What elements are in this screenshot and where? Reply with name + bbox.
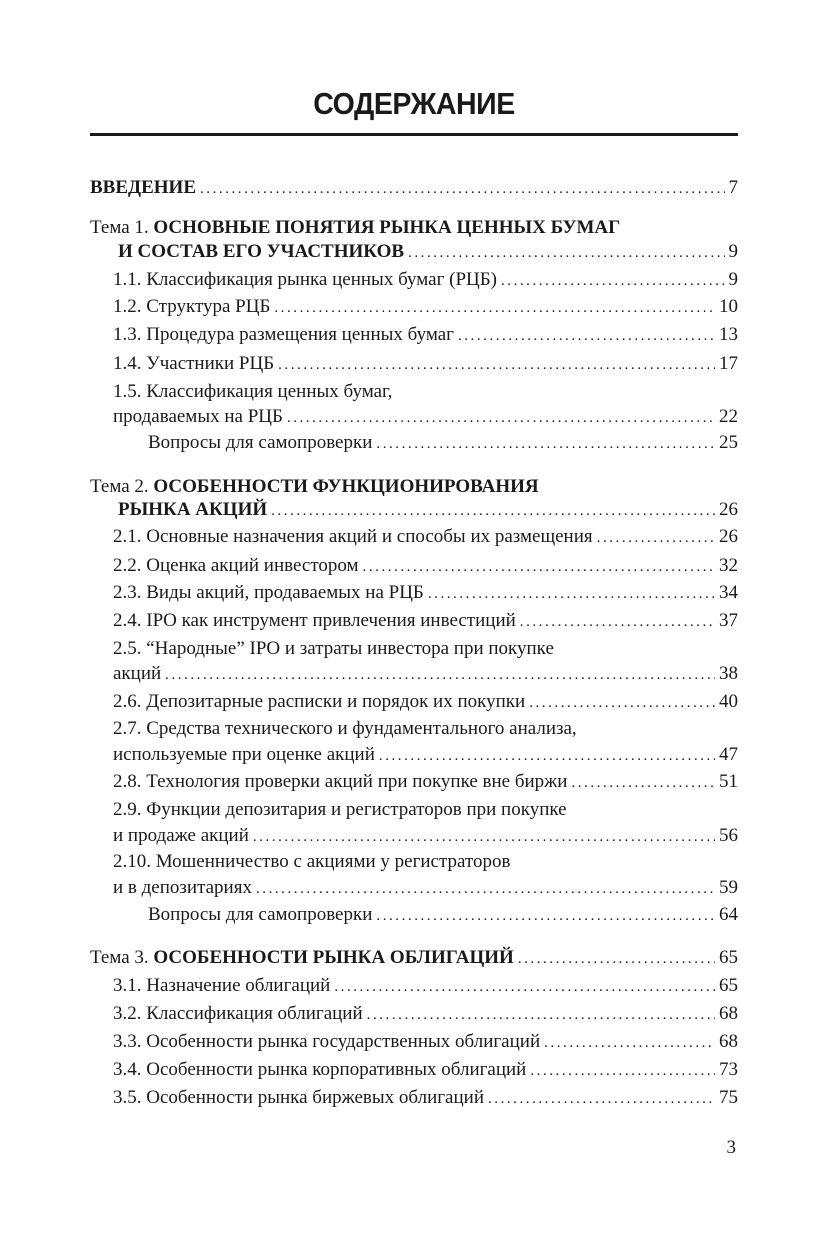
- page-title: СОДЕРЖАНИЕ: [313, 86, 515, 121]
- toc-entry-title: И СОСТАВ ЕГО УЧАСТНИКОВ: [118, 241, 405, 262]
- toc-entry-title: 1.1. Классификация рынка ценных бумаг (РЦБ): [113, 269, 497, 290]
- toc-entry: [113, 717, 577, 741]
- toc-page-number: 17: [719, 353, 738, 374]
- dot-leader: [376, 432, 715, 456]
- toc-entry: [113, 581, 738, 605]
- toc-entry-title: 2.9. Функции депозитария и регистраторов при покупке: [113, 799, 567, 820]
- dot-leader: [253, 825, 715, 849]
- toc-entry: [148, 903, 738, 927]
- toc-page-number: 75: [719, 1087, 738, 1108]
- toc-page-number: 68: [719, 1031, 738, 1052]
- toc-entry-title: ОСОБЕННОСТИ РЫНКА ОБЛИГАЦИЙ: [153, 947, 514, 968]
- toc-entry-title: 2.3. Виды акций, продаваемых на РЦБ: [113, 582, 424, 603]
- toc-entry-title: акций: [113, 663, 162, 684]
- toc-entry-title: 1.4. Участники РЦБ: [113, 353, 275, 374]
- toc-entry-title: 1.2. Структура РЦБ: [113, 296, 271, 317]
- dot-leader: [376, 904, 715, 928]
- toc-page-number: 26: [719, 526, 738, 547]
- toc-entry-title: Вопросы для самопроверки: [148, 904, 373, 925]
- topic-prefix: Тема 1.: [90, 217, 154, 238]
- toc-page-number: 38: [719, 663, 738, 684]
- toc-entry: [113, 295, 738, 319]
- toc-page-number: 7: [728, 177, 738, 198]
- dot-leader: [200, 177, 725, 201]
- dot-leader: [334, 975, 715, 999]
- toc-entry: [113, 352, 738, 376]
- toc-entry: [118, 240, 738, 264]
- toc-entry-title: 2.10. Мошенничество с акциями у регистраторов: [113, 851, 511, 872]
- toc-page-number: 40: [719, 691, 738, 712]
- toc-page-number: 37: [719, 610, 738, 631]
- toc-entry: [113, 876, 738, 900]
- toc-entry: [113, 405, 738, 429]
- toc-page-number: 9: [728, 269, 738, 290]
- toc-entry: [90, 216, 620, 240]
- dot-leader: [520, 610, 715, 634]
- dot-leader: [367, 1003, 715, 1027]
- title-rule: [90, 133, 738, 136]
- toc-entry-title: ОСНОВНЫЕ ПОНЯТИЯ РЫНКА ЦЕННЫХ БУМАГ: [153, 217, 621, 238]
- toc-entry: [113, 770, 738, 794]
- dot-leader: [379, 744, 715, 768]
- toc-entry: [113, 743, 738, 767]
- toc-page-number: 73: [719, 1059, 738, 1080]
- toc-entry: [113, 637, 554, 661]
- toc-entry-title: Вопросы для самопроверки: [148, 432, 373, 453]
- toc-entry: [90, 176, 738, 200]
- toc-entry-title: 3.5. Особенности рынка биржевых облигаций: [113, 1087, 484, 1108]
- toc-entry: [113, 609, 738, 633]
- toc-entry-title: 3.2. Классификация облигаций: [113, 1003, 363, 1024]
- toc-entry-title: 1.3. Процедура размещения ценных бумаг: [113, 324, 454, 345]
- toc-entry-title: РЫНКА АКЦИЙ: [118, 499, 268, 520]
- toc-page-number: 13: [719, 324, 738, 345]
- toc-entry: [113, 1058, 738, 1082]
- dot-leader: [530, 1059, 715, 1083]
- dot-leader: [256, 877, 715, 901]
- toc-page-number: 9: [728, 241, 738, 262]
- dot-leader: [278, 353, 715, 377]
- dot-leader: [274, 296, 715, 320]
- toc-page-number: 64: [719, 904, 738, 925]
- toc-entry-title: ВВЕДЕНИЕ: [90, 177, 196, 198]
- toc-entry: [113, 554, 738, 578]
- toc-page-number: 59: [719, 877, 738, 898]
- toc-entry-title: 2.1. Основные назначения акций и способы их размещения: [113, 526, 593, 547]
- toc-entry: [113, 974, 738, 998]
- dot-leader: [165, 663, 715, 687]
- toc-page-number: 47: [719, 744, 738, 765]
- toc-entry: [113, 1086, 738, 1110]
- dot-leader: [408, 241, 724, 265]
- toc-page-number: 51: [719, 771, 738, 792]
- toc-page-number: 65: [719, 947, 738, 968]
- toc-entry: [113, 824, 738, 848]
- toc-page-number: 32: [719, 555, 738, 576]
- toc-page-number: 10: [719, 296, 738, 317]
- toc-entry-title: и в депозитариях: [113, 877, 252, 898]
- toc-page-number: 25: [719, 432, 738, 453]
- toc-page-number: 22: [719, 406, 738, 427]
- toc-page-number: 34: [719, 582, 738, 603]
- toc-entry: [148, 431, 738, 455]
- dot-leader: [363, 555, 715, 579]
- dot-leader: [571, 771, 715, 795]
- toc-entry: [113, 662, 738, 686]
- dot-leader: [458, 324, 715, 348]
- toc-entry-title: ОСОБЕННОСТИ ФУНКЦИОНИРОВАНИЯ: [153, 476, 539, 497]
- toc-entry: [113, 323, 738, 347]
- toc-entry: [113, 690, 738, 714]
- toc-entry-title: 2.5. “Народные” IPO и затраты инвестора при покупке: [113, 638, 554, 659]
- dot-leader: [488, 1087, 715, 1111]
- dot-leader: [518, 947, 715, 971]
- dot-leader: [271, 499, 715, 523]
- toc-entry-title: 2.6. Депозитарные расписки и порядок их покупки: [113, 691, 526, 712]
- toc-page-number: 26: [719, 499, 738, 520]
- dot-leader: [529, 691, 715, 715]
- dot-leader: [597, 526, 715, 550]
- toc-entry-title: 2.4. IPO как инструмент привлечения инвестиций: [113, 610, 516, 631]
- toc-page-number: 65: [719, 975, 738, 996]
- dot-leader: [501, 269, 725, 293]
- toc-entry-title: 1.5. Классификация ценных бумаг,: [113, 381, 393, 402]
- toc-entry: [113, 1030, 738, 1054]
- toc-entry-title: 3.3. Особенности рынка государственных облигаций: [113, 1031, 541, 1052]
- toc-entry-title: используемые при оценке акций: [113, 744, 375, 765]
- toc-entry-title: 2.8. Технология проверки акций при покупке вне биржи: [113, 771, 568, 792]
- topic-prefix: Тема 3.: [90, 947, 154, 968]
- toc-entry: [90, 946, 738, 970]
- toc-entry-title: и продаже акций: [113, 825, 249, 846]
- page-number: 3: [726, 1137, 736, 1158]
- toc-page-number: 56: [719, 825, 738, 846]
- toc-entry: [113, 1002, 738, 1026]
- toc-entry-title: 2.2. Оценка акций инвестором: [113, 555, 359, 576]
- toc-entry-title: 3.1. Назначение облигаций: [113, 975, 331, 996]
- toc-entry: [113, 525, 738, 549]
- toc-entry: [90, 475, 539, 499]
- toc-entry-title: 2.7. Средства технического и фундаментального анализа,: [113, 718, 577, 739]
- topic-prefix: Тема 2.: [90, 476, 154, 497]
- toc-entry: [113, 268, 738, 292]
- toc-entry: [118, 498, 738, 522]
- toc-entry: [113, 850, 510, 874]
- toc-entry: [113, 380, 392, 404]
- toc-entry-title: продаваемых на РЦБ: [113, 406, 283, 427]
- dot-leader: [544, 1031, 715, 1055]
- toc-entry: [113, 798, 567, 822]
- toc-entry-title: 3.4. Особенности рынка корпоративных облигаций: [113, 1059, 527, 1080]
- dot-leader: [287, 406, 715, 430]
- dot-leader: [428, 582, 715, 606]
- toc-page-number: 68: [719, 1003, 738, 1024]
